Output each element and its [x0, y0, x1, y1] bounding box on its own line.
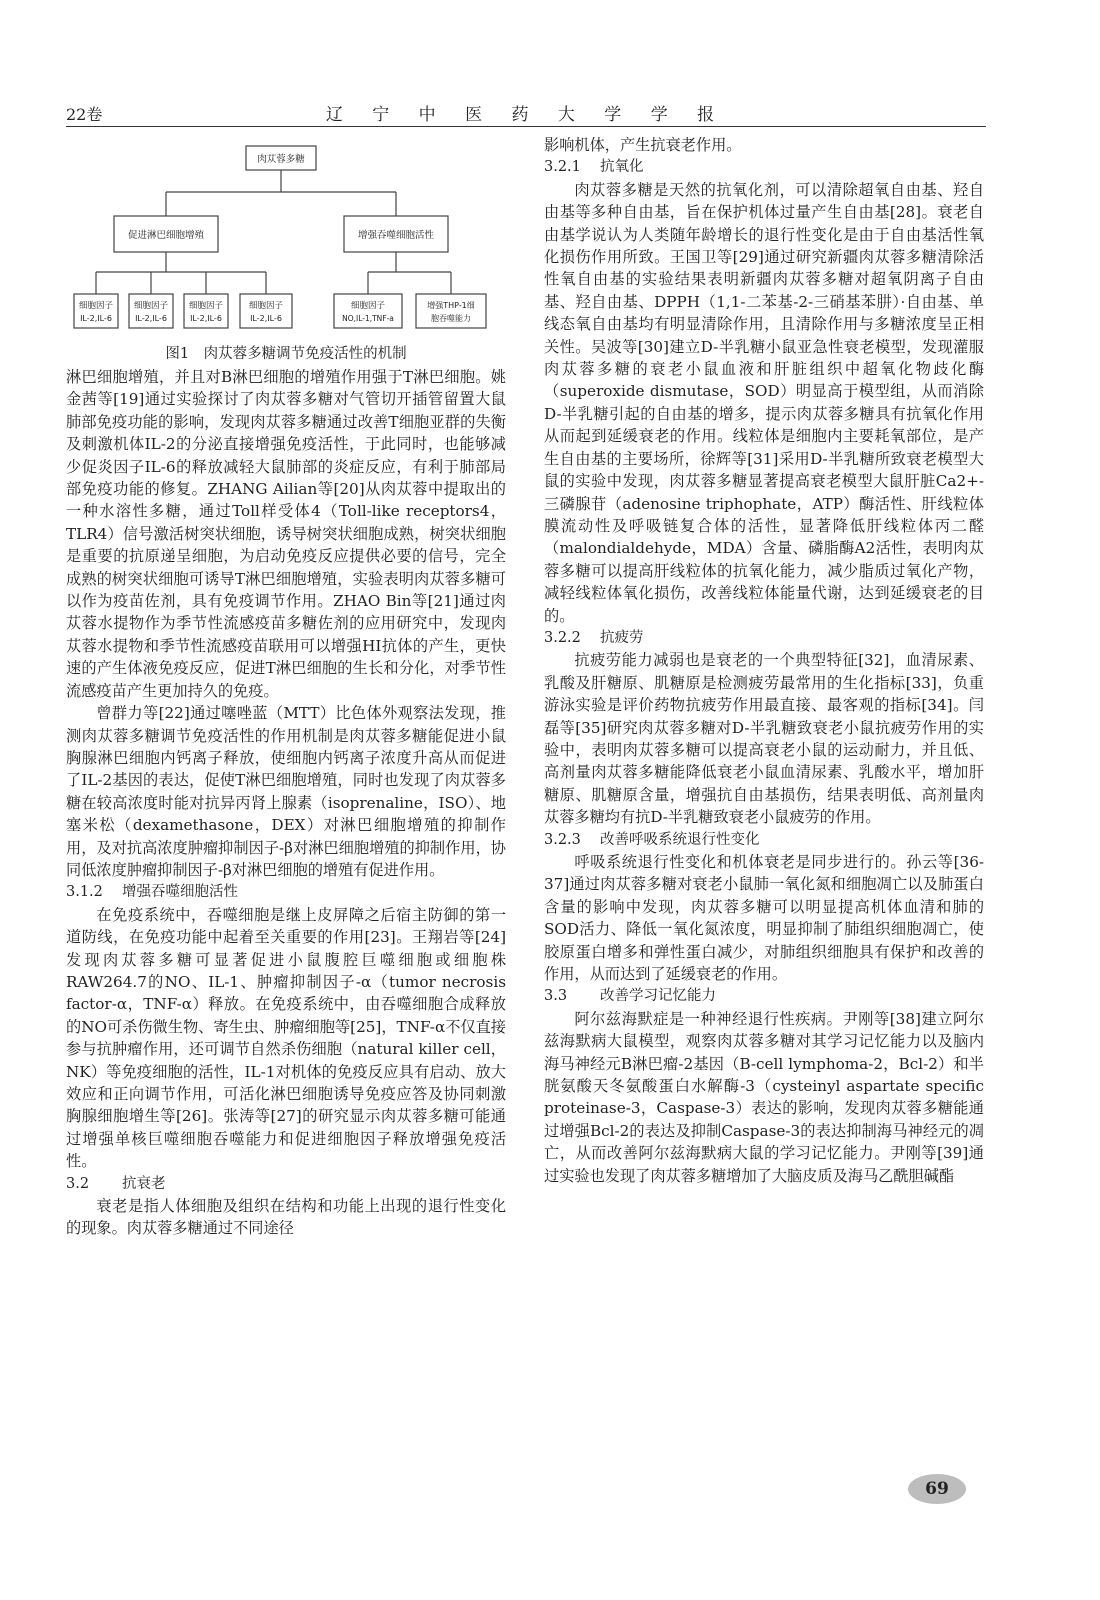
left-column: [66, 134, 506, 1240]
leaf-line: 细胞因子: [248, 301, 284, 311]
branch-label: 增强吞噬细胞活性: [357, 230, 435, 241]
leaf-line: 细胞因子: [133, 301, 169, 311]
journal-title: 辽 宁 中 医 药 大 学 学 报: [325, 105, 727, 125]
diagram-branch-lymphocyte: [114, 216, 218, 252]
section-title: 改善学习记忆能力: [600, 988, 716, 1005]
leaf-line: IL-2,IL-6: [80, 314, 112, 323]
leaf-line: IL-2,IL-6: [135, 314, 167, 323]
section-heading: [544, 829, 984, 851]
leaf-line: IL-2,IL-6: [250, 314, 282, 323]
section-title: 抗衰老: [122, 1175, 166, 1192]
body-paragraph: 肉苁蓉多糖是天然的抗氧化剂，可以清除超氧自由基、羟自由基等多种自由基，旨在保护机体过量产生自由基[28]。衰老自由基学说认为人类随年龄增长的退行性变化是由于自由基活性氧化损伤作用所致。王国卫等[29]通过研究新疆肉苁蓉多糖清除活性氧自由基的实验结果表明新疆肉苁蓉多糖对超氧阴离子自由基、羟自由基、DPPH（1,1-二苯基-2-三硝基苯肼）·自由基、单线态氧自由基均有明显清除作用，且清除作用与多糖浓度呈正相关性。吴波等[30]建立D-半乳糖小鼠亚急性衰老模型，发现灌服肉苁蓉多糖的衰老小鼠血液和肝脏组织中超氧化物歧化酶（superoxide dismutase，SOD）明显高于模型组，从而消除D-半乳糖引起的自由基的增多，提示肉苁蓉多糖具有抗氧化作用从而起到延缓衰老的作用。线粒体是细胞内主要耗氧部位，是产生自由基的主要场所，徐辉等[31]采用D-半乳糖所致衰老模型大鼠的实验中发现，肉苁蓉多糖显著提高衰老模型大鼠肝脏Ca2+-三磷腺苷（adenosine triphophate，ATP）酶活性、肝线粒体膜流动性及呼吸链复合体的活性，显著降低肝线粒体丙二醛（malondialdehyde，MDA）含量、磷脂酶A2活性，表明肉苁蓉多糖可以提高肝线粒体的抗氧化能力，减少脂质过氧化产物，减轻线粒体氧化损伤，改善线粒体能量代谢，达到延缓衰老的目的。: [544, 180, 984, 625]
branch-label: 促进淋巴细胞增殖: [127, 230, 205, 241]
section-title: 增强吞噬细胞活性: [122, 884, 238, 901]
diagram-leaf: [129, 294, 173, 328]
section-number: 3.2.3: [544, 831, 581, 848]
body-paragraph: 曾群力等[22]通过噻唑蓝（MTT）比色体外观察法发现，推测肉苁蓉多糖调节免疫活性的作用机制是肉苁蓉多糖能促进小鼠胸腺淋巴细胞内钙离子释放，使细胞内钙离子浓度升高从而促进了IL-2基因的表达，促使T淋巴细胞增殖，同时也发现了肉苁蓉多糖在较高浓度时能对抗异丙肾上腺素（isoprenaline，ISO）、地塞米松（dexamethasone，DEX）对淋巴细胞增殖的抑制作用，及对抗高浓度肿瘤抑制因子-β对淋巴细胞增殖的抑制作用，协同低浓度肿瘤抑制因子-β对淋巴细胞的增殖有促进作用。: [66, 704, 506, 879]
section-number: 3.2.2: [544, 629, 581, 646]
section-heading: [544, 985, 984, 1007]
section-number: 3.3: [544, 988, 568, 1005]
body-paragraph: 抗疲劳能力减弱也是衰老的一个典型特征[32]，血清尿素、乳酸及肝糖原、肌糖原是检测疲劳最常用的生化指标[33]，负重游泳实验是评价药物抗疲劳作用最直接、最客观的指标[34]。闫磊等[35]研究肉苁蓉多糖对D-半乳糖致衰老小鼠抗疲劳作用的实验中，表明肉苁蓉多糖可以提高衰老小鼠的运动耐力，并且低、高剂量肉苁蓉多糖能降低衰老小鼠血清尿素、乳酸水平，增加肝糖原、肌糖原含量，增强抗自由基损伤，结果表明低、高剂量肉苁蓉多糖均有抗D-半乳糖致衰老小鼠疲劳的作用。: [544, 651, 984, 827]
section-number: 3.2: [66, 1175, 90, 1192]
section-heading: [66, 881, 506, 903]
body-paragraph: 衰老是指人体细胞及组织在结构和功能上出现的退行性变化的现象。肉苁蓉多糖通过不同途径: [66, 1197, 506, 1238]
body-paragraph: 影响机体，产生抗衰老作用。: [544, 136, 742, 154]
right-column: [544, 134, 984, 1187]
body-paragraph: 淋巴细胞增殖，并且对B淋巴细胞的增殖作用强于T淋巴细胞。姚金茜等[19]通过实验探讨了肉苁蓉多糖对气管切开插管留置大鼠肺部免疫功能的影响，发现肉苁蓉多糖通过改善T细胞亚群的失衡及刺激机体IL-2的分泌直接增强免疫活性，于此同时，也能够减少促炎因子IL-6的释放减轻大鼠肺部的炎症反应，有利于肺部局部免疫功能的修复。ZHANG Ailian等[20]从肉苁蓉中提取出的一种水溶性多糖，通过Toll样受体4（Toll-like receptors4，TLR4）信号激活树突状细胞，诱导树突状细胞成熟，树突状细胞是重要的抗原递呈细胞，为启动免疫反应提供必要的信号，完全成熟的树突状细胞可诱导T淋巴细胞增殖，实验表明肉苁蓉多糖可以作为疫苗佐剂，具有免疫调节作用。ZHAO Bin等[21]通过肉苁蓉水提物作为季节性流感疫苗多糖佐剂的应用研究中，发现肉苁蓉水提物和季节性流感疫苗联用可以增强HI抗体的产生，更快速的产生体液免疫反应，促进T淋巴细胞的生长和分化，对季节性流感疫苗产生更加持久的免疫。: [66, 368, 506, 700]
leaf-line: 细胞因子: [78, 301, 114, 311]
body-paragraph: 在免疫系统中，吞噬细胞是继上皮屏障之后宿主防御的第一道防线，在免疫功能中起着至关重要的作用[23]。王翔岩等[24]发现肉苁蓉多糖可显著促进小鼠腹腔巨噬细胞或细胞株RAW264.7的NO、IL-1、肿瘤抑制因子-α（tumor necrosis factor-α，TNF-α）释放。在免疫系统中，由吞噬细胞合成释放的NO可杀伤微生物、寄生虫、肿瘤细胞等[25]，TNF-α不仅直接参与抗肿瘤作用，还可调节自然杀伤细胞（natural killer cell，NK）等免疫细胞的活性，IL-1对机体的免疫反应具有启动、放大效应和正向调节作用，可活化淋巴细胞诱导免疫应答及协同刺激胸腺细胞增生等[26]。张涛等[27]的研究显示肉苁蓉多糖可能通过增强单核巨噬细胞吞噬能力和促进细胞因子释放增强免疫活性。: [66, 905, 506, 1171]
diagram-leaf: [334, 294, 402, 328]
section-title: 改善呼吸系统退行性变化: [600, 831, 760, 848]
leaf-line: 胞吞噬能力: [431, 314, 471, 323]
leaf-line: IL-2,IL-6: [190, 314, 222, 323]
leaf-line: NO,IL-1,TNF-a: [342, 314, 394, 323]
section-title: 抗氧化: [600, 159, 644, 176]
figure-1: [66, 134, 506, 344]
diagram-root-node: [246, 146, 316, 170]
diagram-branch-phagocyte: [344, 216, 448, 252]
figure-caption: 图1 肉苁蓉多糖调节免疫活性的机制: [165, 346, 407, 362]
section-heading: [544, 627, 984, 649]
section-heading: [66, 1173, 506, 1195]
section-number: 3.2.1: [544, 159, 581, 176]
diagram-leaf: [416, 294, 486, 328]
volume-label: 22卷: [66, 105, 103, 124]
body-paragraph: 呼吸系统退行性变化和机体衰老是同步进行的。孙云等[36-37]通过肉苁蓉多糖对衰老小鼠肺一氧化氮和细胞凋亡以及肺蛋白含量的影响中发现，肉苁蓉多糖可以明显提高机体血清和肺的SOD活力、降低一氧化氮浓度，明显抑制了肺组织细胞凋亡，使胶原蛋白增多和弹性蛋白减少，对肺组织细胞具有保护和改善的作用，从而达到了延缓衰老的作用。: [544, 853, 984, 984]
leaf-line: 细胞因子: [350, 301, 386, 311]
leaf-line: 增强THP-1细: [427, 301, 475, 310]
body-paragraph: 阿尔兹海默症是一种神经退行性疾病。尹刚等[38]建立阿尔兹海默病大鼠模型，观察肉苁蓉多糖对其学习记忆能力以及脑内海马神经元B淋巴瘤-2基因（B-cell lymphoma-2，Bcl-2）和半胱氨酸天冬氨酸蛋白水解酶-3（cysteinyl aspartate specific proteinase-3，Caspase-3）表达的影响，发现肉苁蓉多糖能通过增强Bcl-2的表达及抑制Caspase-3的表达抑制海马神经元的凋亡，从而改善阿尔兹海默病大鼠的学习记忆能力。尹刚等[39]通过实验也发现了肉苁蓉多糖增加了大脑皮质及海马乙酰胆碱酯: [544, 1009, 984, 1185]
running-header: [66, 100, 986, 127]
diagram-leaf: [74, 294, 118, 328]
diagram-root-label: 肉苁蓉多糖: [257, 154, 305, 165]
section-number: 3.1.2: [66, 884, 103, 901]
section-heading: [544, 156, 984, 178]
section-title: 抗疲劳: [600, 629, 644, 646]
mechanism-diagram: [66, 134, 506, 344]
leaf-line: 细胞因子: [188, 301, 224, 311]
page-number: 69: [908, 1474, 966, 1504]
diagram-leaf: [240, 294, 292, 328]
diagram-leaf: [184, 294, 228, 328]
